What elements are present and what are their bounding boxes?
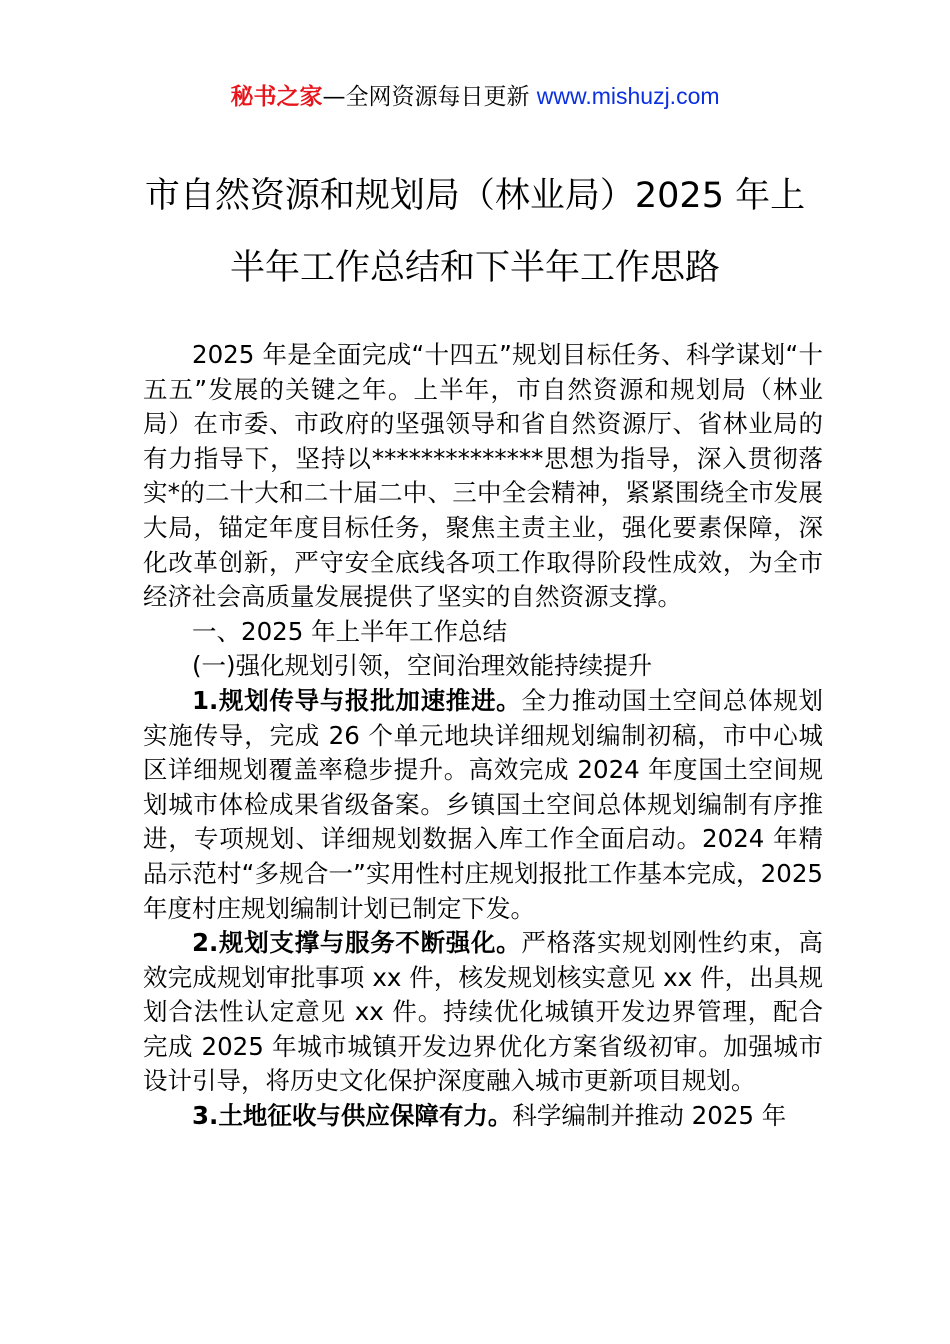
- intro-paragraph: 2025 年是全面完成“十四五”规划目标任务、科学谋划“十五五”发展的关键之年。上半年，市自然资源和规划局（林业局）在市委、市政府的坚强领导和省自然资源厅、省林业局的有力指导下，坚持以**************思想为指导，深入贯彻落实*的二十大和二十届二中、三中全会精神，紧紧围绕全市发展大局，锚定年度目标任务，聚焦主责主业，强化要素保障，深化改革创新，严守安全底线各项工作取得阶段性成效，为全市经济社会高质量发展提供了坚实的自然资源支撑。: [143, 340, 823, 612]
- item-text-2: 严格落实规划刚性约束，高效完成规划审批事项 xx 件，核发规划核实意见 xx 件，出具规划合法性认定意见 xx 件。持续优化城镇开发边界管理，配合完成 2025 年城市城镇开发边界优化方案省级初审。加强城市设计引导，将历史文化保护深度融入城市更新项目规划。: [143, 928, 824, 1096]
- document-body: [143, 338, 823, 1134]
- site-url-link[interactable]: www.mishuzj.com: [536, 83, 720, 109]
- brand-name: 秘书之家: [230, 84, 323, 110]
- item-paragraph-3: [143, 1099, 823, 1134]
- item-paragraph-1: [143, 684, 823, 926]
- item-text-1: 全力推动国土空间总体规划实施传导，完成 26 个单元地块详细规划编制初稿，市中心城区详细规划覆盖率稳步提升。高效完成 2024 年度国土空间规划城市体检成果省级备案。乡镇国土空间总体规划编制有序推进，专项规划、详细规划数据入库工作全面启动。2024 年精品示范村“多规合一”实用性村庄规划报批工作基本完成，2025 年度村庄规划编制计划已制定下发。: [143, 685, 824, 923]
- document-title: [0, 176, 950, 320]
- item-lead-1: 1.规划传导与报批加速推进。: [192, 685, 522, 715]
- section-heading: 一、2025 年上半年工作总结: [192, 616, 508, 646]
- item-lead-3: 3.土地征收与供应保障有力。: [192, 1101, 513, 1131]
- item-paragraph-2: [143, 926, 823, 1099]
- item-lead-2: 2.规划支撑与服务不断强化。: [192, 928, 522, 958]
- title-line-1: 市自然资源和规划局（林业局）2025 年上: [144, 176, 806, 216]
- site-header: [0, 80, 950, 113]
- subsection-heading: (一)强化规划引领，空间治理效能持续提升: [192, 651, 653, 681]
- title-line-2: 半年工作总结和下半年工作思路: [229, 248, 720, 288]
- item-text-3: 科学编制并推动 2025 年: [512, 1101, 787, 1131]
- header-tagline: —全网资源每日更新: [322, 84, 537, 110]
